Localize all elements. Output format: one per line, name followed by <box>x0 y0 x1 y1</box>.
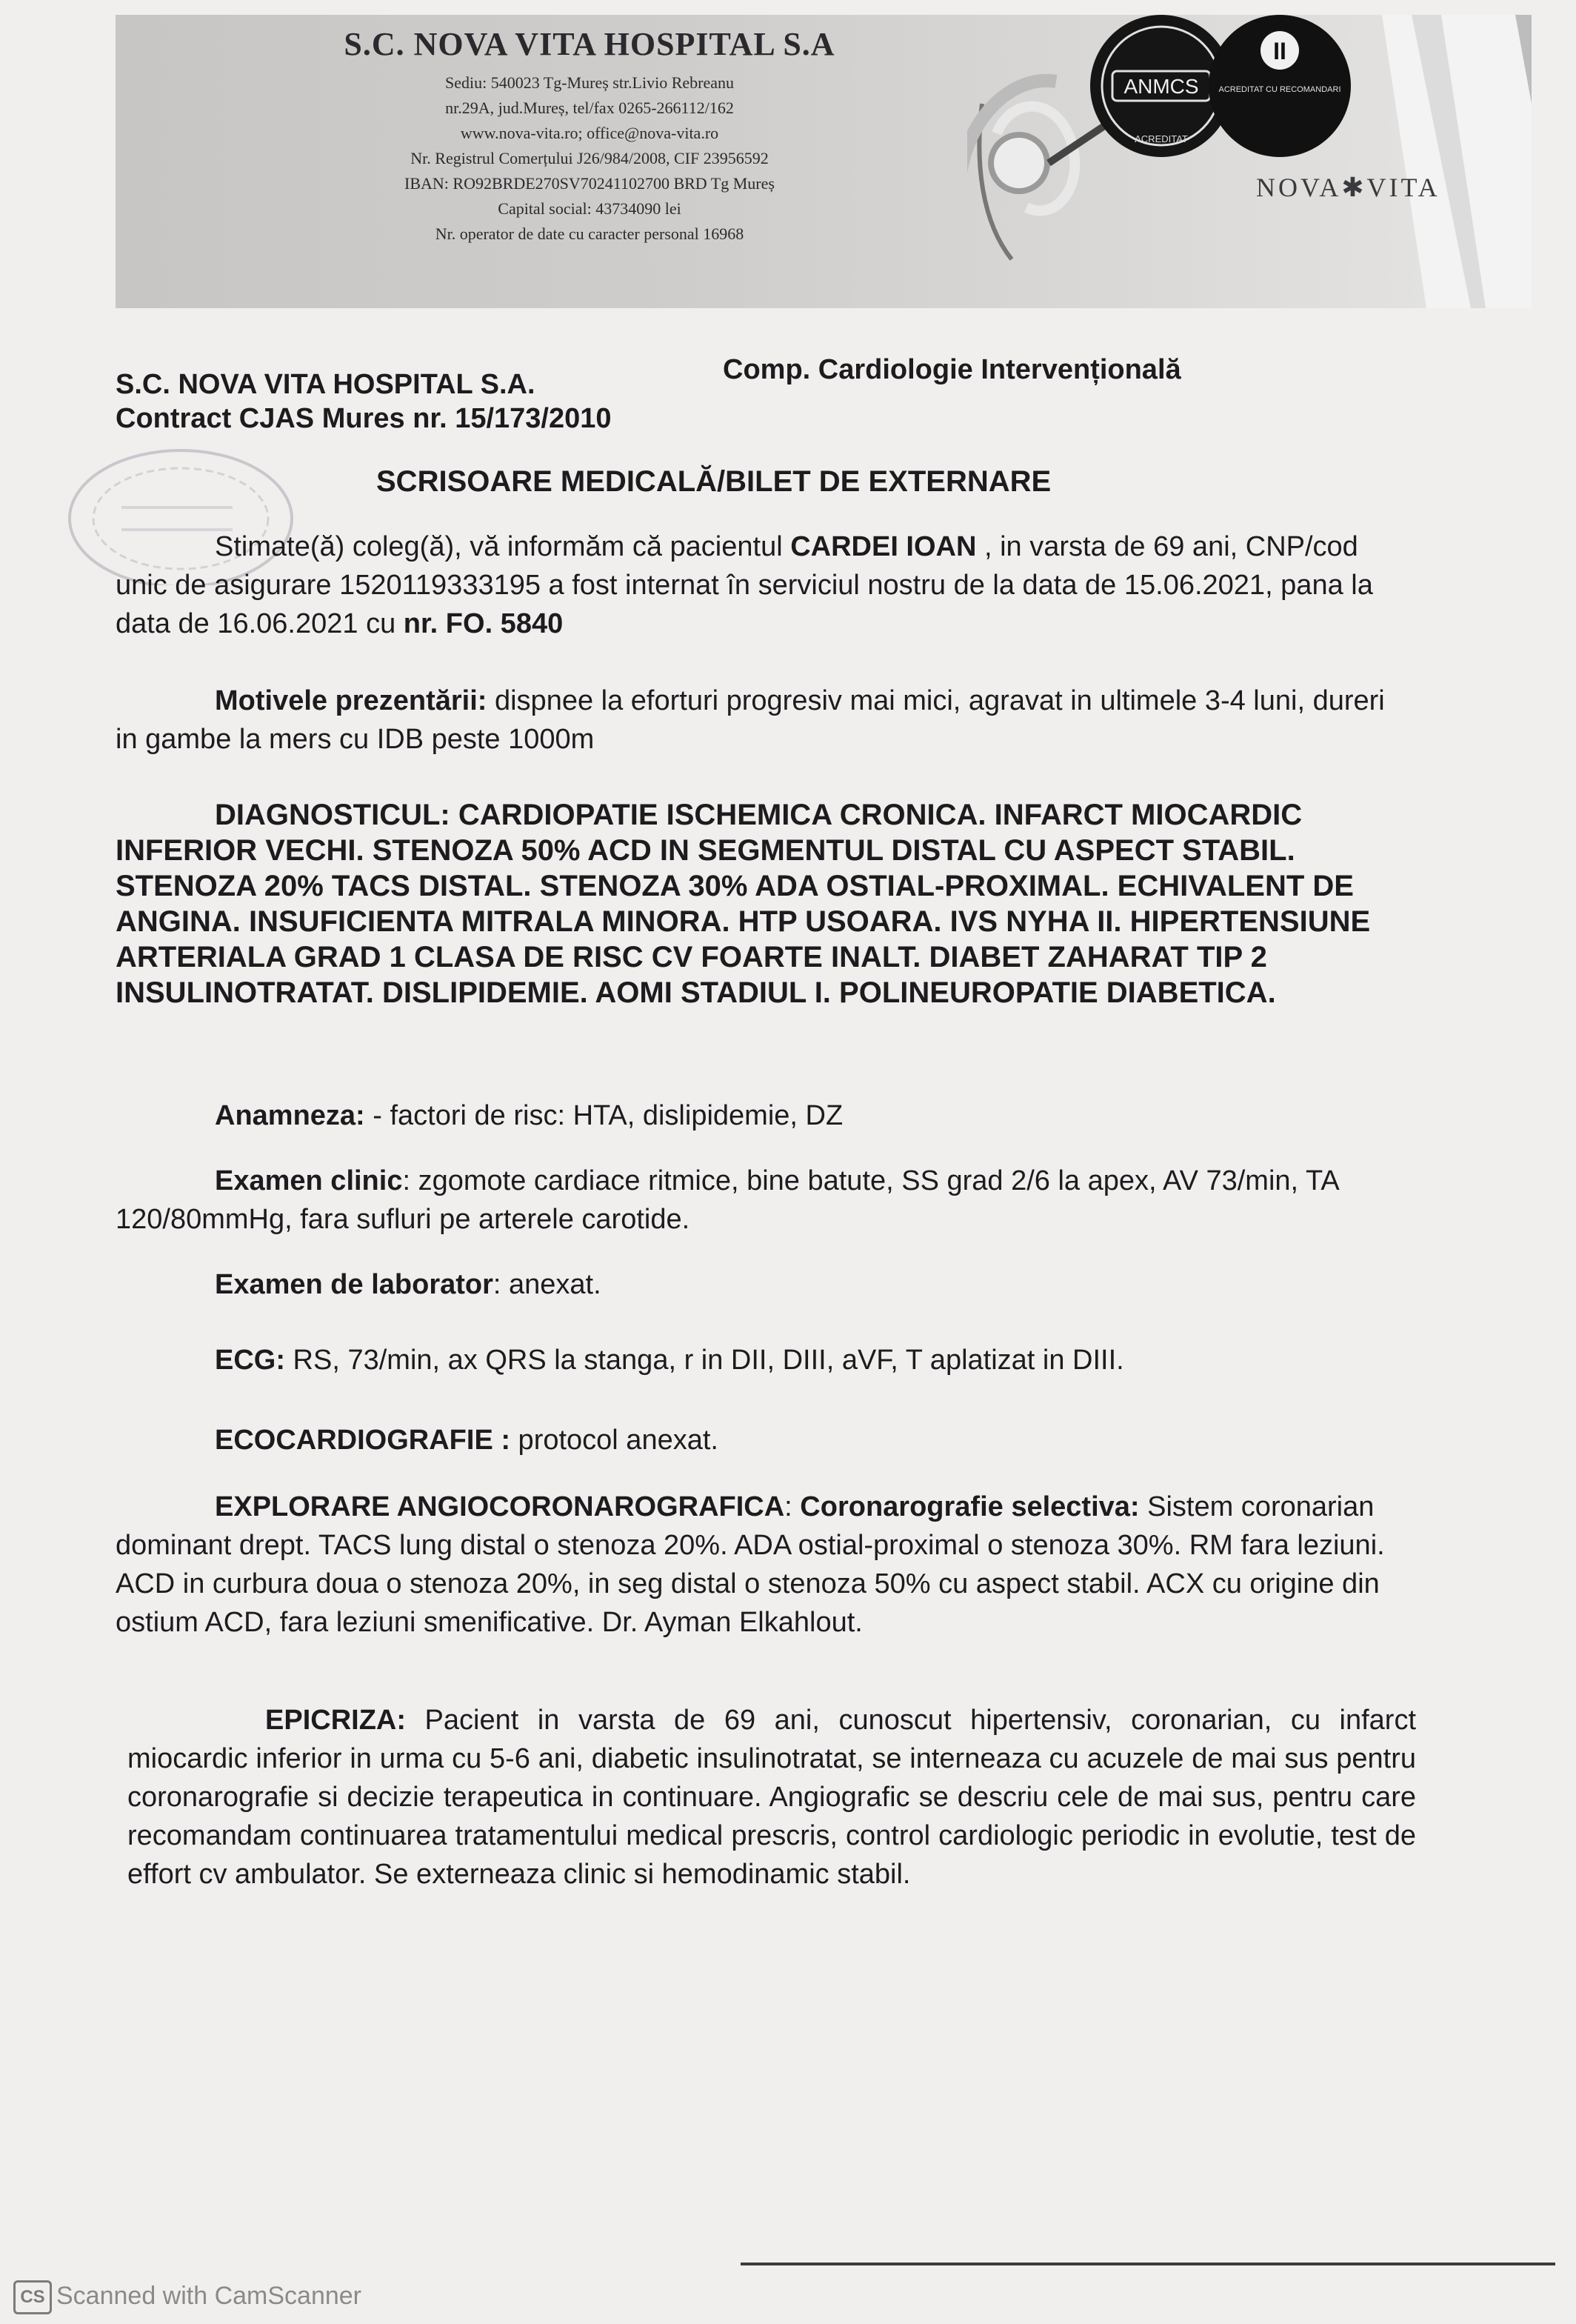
examen-lab-paragraph <box>116 1265 1389 1304</box>
diagnostic-text: CARDIOPATIE ISCHEMICA CRONICA. INFARCT MIOCARDIC INFERIOR VECHI. STENOZA 50% ACD IN SEGMENTUL DISTAL CU ASPECT STABIL. STENOZA 20% TACS DISTAL. STENOZA 30% ADA OSTIAL-PROXIMAL. ECHIVALENT DE ANGINA. INSUFICIENTA MITRALA MINORA. HTP USOARA. IVS NYHA II. HIPERTENSIUNE ARTERIALA GRAD 1 CLASA DE RISC CV FOARTE INALT. DIABET ZAHARAT TIP 2 INSULINOTRATAT. DISLIPIDEMIE. AOMI STADIUL I. POLINEUROPATIE DIABETICA. <box>116 799 1371 1009</box>
motive-text: dispnee la eforturi progresiv mai mici, agravat in ultimele 3-4 luni, dureri in gambe la mers cu IDB peste 1000m <box>116 685 1385 755</box>
letterhead-line: Nr. Registrul Comerțului J26/984/2008, CIF 23956592 <box>410 149 769 167</box>
ecg-text: RS, 73/min, ax QRS la stanga, r in DII, DIII, aVF, T aplatizat in DIII. <box>285 1345 1124 1376</box>
anamneza-label: Anamneza: <box>215 1100 365 1131</box>
anamneza-text: - factori de risc: HTA, dislipidemie, DZ <box>364 1100 844 1131</box>
letterhead-title: S.C. NOVA VITA HOSPITAL S.A <box>344 26 835 62</box>
anmcs-acreditat-label: ACREDITAT <box>1135 133 1188 144</box>
diagnostic-label: DIAGNOSTICUL: <box>215 799 450 831</box>
fo-number: nr. FO. 5840 <box>403 608 564 639</box>
letterhead-line: Sediu: 540023 Tg-Mureș str.Livio Rebreanu <box>444 73 735 92</box>
ecg-label: ECG: <box>215 1345 285 1376</box>
hospital-name: S.C. NOVA VITA HOSPITAL S.A. <box>116 369 535 400</box>
letterhead <box>116 15 1532 308</box>
intro-text-2: , in varsta de 69 ani, CNP/cod unic de asigurare 1520119333195 a fost internat în serviciul nostru de la data de 15.06.2021, pana la data de 16.06.2021 cu <box>116 531 1373 639</box>
diagnostic-paragraph <box>116 797 1404 1010</box>
camscanner-icon: CS <box>13 2280 52 2314</box>
acreditat-badge-label: ACREDITAT CU RECOMANDARI <box>1218 85 1341 94</box>
anamneza-paragraph <box>116 1096 1389 1135</box>
examen-lab-label: Examen de laborator <box>215 1269 493 1300</box>
letterhead-line: Nr. operator de date cu caracter personal 16968 <box>435 224 744 243</box>
anmcs-label: ANMCS <box>1123 75 1199 98</box>
examen-clinic-label: Examen clinic <box>215 1165 403 1196</box>
intro-text-1: Stimate(ă) coleg(ă), vă informăm că pacientul <box>215 531 791 562</box>
patient-name: CARDEI IOAN <box>790 531 977 562</box>
eco-label: ECOCARDIOGRAFIE : <box>215 1425 510 1456</box>
angio-colon: : <box>784 1491 801 1522</box>
epicriza-paragraph <box>127 1701 1416 1894</box>
examen-lab-text: : anexat. <box>492 1269 601 1300</box>
novavita-logo: NOVA✱VITA <box>1256 173 1440 202</box>
intro-paragraph <box>116 527 1389 643</box>
motive-paragraph <box>116 682 1389 759</box>
angio-paragraph <box>116 1488 1419 1642</box>
angio-sublabel: Coronarografie selectiva: <box>800 1491 1140 1522</box>
document-title: SCRISOARE MEDICALĂ/BILET DE EXTERNARE <box>376 465 1052 498</box>
letterhead-line: nr.29A, jud.Mureș, tel/fax 0265-266112/162 <box>445 99 734 117</box>
camscanner-watermark: Scanned with CamScanner <box>56 2282 362 2310</box>
examen-clinic-text: : zgomote cardiace ritmice, bine batute, SS grad 2/6 la apex, AV 73/min, TA 120/80mmHg, fara sufluri pe arterele carotide. <box>116 1165 1338 1235</box>
letterhead-line: www.nova-vita.ro; office@nova-vita.ro <box>460 124 719 142</box>
eco-text: protocol anexat. <box>510 1425 718 1456</box>
epicriza-label: EPICRIZA: <box>265 1705 406 1736</box>
bottom-rule <box>741 2263 1555 2265</box>
letterhead-photo <box>967 15 1532 308</box>
department-name: Comp. Cardiologie Intervențională <box>723 354 1181 385</box>
angio-text: Sistem coronarian dominant drept. TACS lung distal o stenoza 20%. ADA ostial-proximal o stenoza 30%. RM fara leziuni. ACD in curbura doua o stenoza 20%, in seg distal o stenoza 50% cu aspect stabil. ACX cu origine din ostium ACD, fara leziuni smenificative. Dr. Ayman Elkahlout. <box>116 1491 1385 1638</box>
examen-clinic-paragraph <box>116 1162 1389 1239</box>
epicriza-text: Pacient in varsta de 69 ani, cunoscut hipertensiv, coronarian, cu infarct miocardic inferior in urma cu 5-6 ani, diabetic insulinotratat, se interneaza cu acuzele de mai sus pentru coronarografie si decizie terapeutica in continuare. Angiografic se descriu cele de mai sus, pentru care recomandam continuarea tratamentului medical prescris, control cardiologic periodic in evolutie, test de effort cv ambulator. Se externeaza clinic si hemodinamic stabil. <box>127 1705 1416 1890</box>
acreditat-level: II <box>1273 38 1286 64</box>
ecg-paragraph <box>116 1341 1389 1379</box>
eco-paragraph <box>116 1421 1389 1459</box>
letterhead-line: IBAN: RO92BRDE270SV70241102700 BRD Tg Mureș <box>404 174 775 193</box>
contract-number: Contract CJAS Mures nr. 15/173/2010 <box>116 403 612 434</box>
angio-label: EXPLORARE ANGIOCORONAROGRAFICA <box>215 1491 785 1522</box>
letterhead-text <box>219 25 960 247</box>
acreditat-badge-icon <box>1209 15 1351 157</box>
letterhead-line: Capital social: 43734090 lei <box>498 199 681 218</box>
motive-label: Motivele prezentării: <box>215 685 487 716</box>
